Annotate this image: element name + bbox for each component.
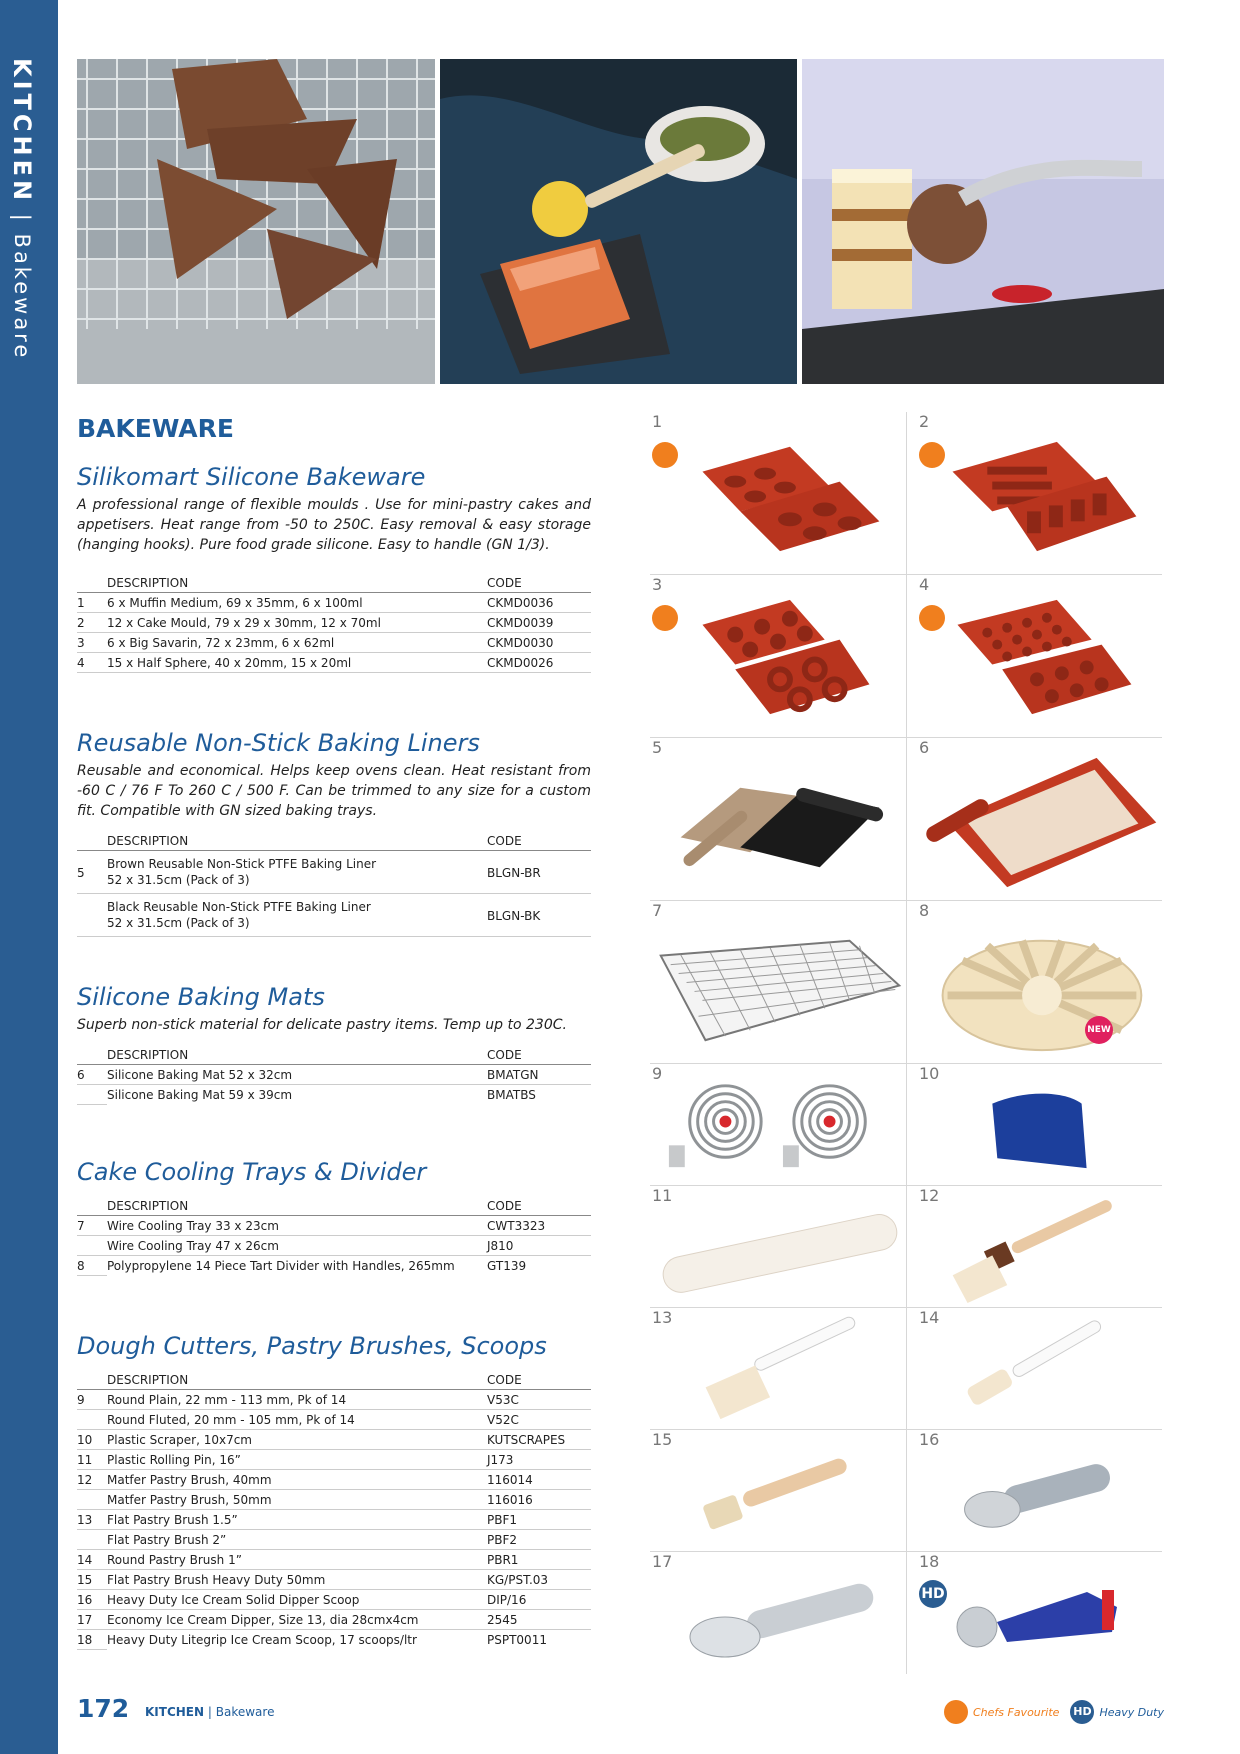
row-code: 116016 [487, 1490, 591, 1510]
table-row [77, 1630, 591, 1650]
heavy-duty-pastry-brush-icon [650, 1430, 906, 1551]
legend-heavy-duty: Heavy Duty [1099, 1705, 1164, 1719]
silicone-muffin-mould-icon [650, 412, 906, 574]
product-number: 7 [652, 901, 663, 920]
header-code: CODE [487, 1196, 591, 1216]
product-tile [650, 1430, 906, 1552]
row-code: BMATBS [487, 1088, 536, 1102]
row-description: Round Fluted, 20 mm - 105 mm, Pk of 14 [107, 1410, 487, 1430]
plastic-scraper-icon [907, 1064, 1163, 1185]
row-description: Round Pastry Brush 1” [107, 1550, 487, 1570]
table-row [77, 1065, 591, 1085]
product-number: 4 [919, 575, 930, 594]
product-tile [650, 575, 906, 738]
header-code: CODE [487, 573, 591, 593]
row-number [77, 1085, 107, 1105]
sidebar-subsection: Bakeware [10, 233, 34, 361]
section-title: Dough Cutters, Pastry Brushes, Scoops [77, 1332, 547, 1360]
row-description: 12 x Cake Mould, 79 x 29 x 30mm, 12 x 70ml [107, 613, 487, 633]
row-description [107, 851, 487, 894]
row-number [77, 1530, 107, 1550]
row-description: Silicone Baking Mat 52 x 32cm [107, 1065, 487, 1085]
product-number: 8 [919, 901, 930, 920]
table-row [77, 593, 591, 613]
row-description: Matfer Pastry Brush, 40mm [107, 1470, 487, 1490]
table-row [77, 1530, 591, 1550]
table-row [77, 633, 591, 653]
product-tile [906, 901, 1162, 1064]
row-code: PBF1 [487, 1510, 591, 1530]
row-code: V53C [487, 1390, 591, 1410]
row-code: 116014 [487, 1470, 591, 1490]
row-code: CKMD0030 [487, 633, 591, 653]
product-number: 13 [652, 1308, 673, 1327]
row-number: 2 [77, 613, 107, 633]
row-description-line: 52 x 31.5cm (Pack of 3) [107, 916, 250, 930]
table-row [77, 1390, 591, 1410]
row-description [107, 894, 487, 937]
row-number [77, 894, 107, 937]
product-table [77, 831, 591, 937]
table-row [77, 1450, 591, 1470]
product-number: 10 [919, 1064, 940, 1083]
row-code: CKMD0039 [487, 613, 591, 633]
section-cooling [77, 1158, 591, 1276]
row-description: 6 x Big Savarin, 72 x 23mm, 6 x 62ml [107, 633, 487, 653]
row-code: CKMD0036 [487, 593, 591, 613]
row-number: 18 [77, 1630, 107, 1650]
silicone-cake-mould-icon [907, 412, 1163, 574]
row-number: 4 [77, 653, 107, 673]
flat-pastry-brush-icon [650, 1308, 906, 1429]
table-row [77, 613, 591, 633]
product-table [77, 573, 591, 673]
table-row [77, 1470, 591, 1490]
row-number [77, 1410, 107, 1430]
legend-chefs-favourite: Chefs Favourite [972, 1705, 1060, 1719]
header-description: DESCRIPTION [107, 573, 487, 593]
row-number: 15 [77, 1570, 107, 1590]
row-number: 16 [77, 1590, 107, 1610]
header-code: CODE [487, 1045, 591, 1065]
product-tile [650, 1064, 906, 1186]
table-row [77, 851, 591, 894]
row-code: DIP/16 [487, 1590, 591, 1610]
silicone-half-sphere-mould-icon [907, 575, 1163, 737]
product-table [77, 1045, 591, 1105]
product-tile [650, 1308, 906, 1430]
header-code: CODE [487, 831, 591, 851]
section-liners [77, 729, 591, 937]
table-row [77, 1590, 591, 1610]
row-code: PSPT0011 [487, 1633, 547, 1648]
row-description: Economy Ice Cream Dipper, Size 13, dia 28cmx4cm [107, 1610, 487, 1630]
product-tile [906, 738, 1162, 901]
header-description: DESCRIPTION [107, 1370, 487, 1390]
heavy-duty-icon: HD [1070, 1700, 1094, 1724]
table-row [77, 1510, 591, 1530]
product-number: 14 [919, 1308, 940, 1327]
row-description: Wire Cooling Tray 47 x 26cm [107, 1236, 487, 1256]
product-number: 15 [652, 1430, 673, 1449]
table-row [77, 1550, 591, 1570]
row-description: Flat Pastry Brush 1.5” [107, 1510, 487, 1530]
product-tile [650, 1186, 906, 1308]
row-number: 12 [77, 1470, 107, 1490]
section-title: Silicone Baking Mats [77, 983, 325, 1011]
photo-dessert [802, 59, 1164, 384]
product-number: 2 [919, 412, 930, 431]
product-number: 11 [652, 1186, 673, 1205]
row-number: 11 [77, 1450, 107, 1470]
row-description: Flat Pastry Brush 2” [107, 1530, 487, 1550]
rolling-pin-icon [650, 1186, 906, 1307]
row-description: 6 x Muffin Medium, 69 x 35mm, 6 x 100ml [107, 593, 487, 613]
row-number: 5 [77, 851, 107, 894]
product-tile [906, 1430, 1162, 1552]
row-description-line: Black Reusable Non-Stick PTFE Baking Liner [107, 900, 371, 914]
row-code: BLGN-BR [487, 851, 591, 894]
table-row [77, 1430, 591, 1450]
section-silikomart [77, 463, 591, 673]
row-code: CKMD0026 [487, 653, 591, 673]
row-code: BLGN-BK [487, 894, 591, 937]
section-title: Silikomart Silicone Bakeware [77, 463, 426, 491]
row-number: 14 [77, 1550, 107, 1570]
row-description: 15 x Half Sphere, 40 x 20mm, 15 x 20ml [107, 653, 487, 673]
row-description: Heavy Duty Litegrip Ice Cream Scoop, 17 scoops/ltr [107, 1633, 417, 1648]
product-number: 12 [919, 1186, 940, 1205]
product-tile [650, 412, 906, 575]
row-description: Flat Pastry Brush Heavy Duty 50mm [107, 1570, 487, 1590]
section-mats [77, 983, 591, 1105]
sidebar-label [8, 58, 36, 360]
product-number: 1 [652, 412, 663, 431]
header-code: CODE [487, 1370, 591, 1390]
silicone-baking-mat-icon [907, 738, 1163, 900]
row-code: V52C [487, 1410, 591, 1430]
pastry-brush-icon [907, 1186, 1163, 1307]
row-code: PBF2 [487, 1530, 591, 1550]
badge-legend [944, 1700, 1164, 1724]
row-number: 3 [77, 633, 107, 653]
page-number: 172 [77, 1694, 130, 1723]
table-row [77, 1410, 591, 1430]
row-code: KG/PST.03 [487, 1570, 591, 1590]
product-tile [906, 1186, 1162, 1308]
litegrip-scoop-icon [907, 1552, 1163, 1674]
round-cutter-set-icon [650, 1064, 906, 1185]
row-description: Polypropylene 14 Piece Tart Divider with Handles, 265mm [107, 1259, 455, 1274]
row-description: Plastic Rolling Pin, 16” [107, 1450, 487, 1470]
chefs-favourite-icon [944, 1700, 968, 1724]
product-tile [650, 901, 906, 1064]
table-row [77, 653, 591, 673]
wire-cooling-tray-icon [650, 901, 906, 1063]
header-description: DESCRIPTION [107, 1196, 487, 1216]
product-tile [906, 1552, 1162, 1674]
row-number: 8 [77, 1256, 107, 1276]
table-row [77, 1216, 591, 1236]
table-row [77, 1256, 591, 1276]
row-description: Heavy Duty Ice Cream Solid Dipper Scoop [107, 1590, 487, 1610]
table-row [77, 894, 591, 937]
row-description: Matfer Pastry Brush, 50mm [107, 1490, 487, 1510]
photo-brownies [77, 59, 435, 384]
tart-divider-icon [907, 901, 1163, 1063]
heavy-duty-badge: HD [919, 1580, 947, 1608]
table-header [77, 1196, 591, 1216]
row-number: 9 [77, 1390, 107, 1410]
table-row [77, 1570, 591, 1590]
footer-section: KITCHEN [145, 1705, 205, 1719]
row-description: Round Plain, 22 mm - 113 mm, Pk of 14 [107, 1390, 487, 1410]
row-description-line: 52 x 31.5cm (Pack of 3) [107, 873, 250, 887]
header-description: DESCRIPTION [107, 1045, 487, 1065]
section-dough [77, 1332, 591, 1650]
product-number: 5 [652, 738, 663, 757]
row-code: GT139 [487, 1259, 527, 1274]
row-code: PBR1 [487, 1550, 591, 1570]
section-description: A professional range of flexible moulds . Use for mini-pastry cakes and appetisers. Heat range from -50 to 250C. Easy removal & easy storage (hanging hooks). Pure food grade silicone. Easy to handle (GN 1/3). [77, 497, 591, 553]
row-number: 17 [77, 1610, 107, 1630]
row-code: KUTSCRAPES [487, 1430, 591, 1450]
product-tile [906, 412, 1162, 575]
row-number [77, 1236, 107, 1256]
table-header [77, 1045, 591, 1065]
product-number: 18 [919, 1552, 940, 1571]
product-number: 16 [919, 1430, 940, 1449]
section-title: Reusable Non-Stick Baking Liners [77, 729, 480, 757]
table-row [77, 1610, 591, 1630]
product-tile [906, 1308, 1162, 1430]
section-description: Reusable and economical. Helps keep ovens clean. Heat resistant from -60 C / 76 F To 260 C / 500 F. Can be trimmed to any size for a custom fit. Compatible with GN sized baking trays. [77, 763, 591, 819]
section-description: Superb non-stick material for delicate pastry items. Temp up to 230C. [77, 1017, 567, 1033]
dipper-scoop-icon [907, 1430, 1163, 1551]
row-code: CWT3323 [487, 1216, 591, 1236]
sidebar-separator: | [10, 213, 34, 224]
row-number: 10 [77, 1430, 107, 1450]
product-tile [650, 1552, 906, 1674]
row-description: Plastic Scraper, 10x7cm [107, 1430, 487, 1450]
row-description: Silicone Baking Mat 59 x 39cm [107, 1088, 293, 1102]
row-description-line: Brown Reusable Non-Stick PTFE Baking Liner [107, 857, 377, 871]
row-number: 1 [77, 593, 107, 613]
footer-separator: | [207, 1705, 212, 1719]
table-row [77, 1085, 591, 1105]
product-number: 9 [652, 1064, 663, 1083]
row-code: 2545 [487, 1610, 591, 1630]
ice-cream-dipper-icon [650, 1552, 906, 1674]
header-description: DESCRIPTION [107, 831, 487, 851]
table-header [77, 831, 591, 851]
product-number: 3 [652, 575, 663, 594]
product-table [77, 1196, 591, 1276]
product-tile [906, 1064, 1162, 1186]
round-pastry-brush-icon [907, 1308, 1163, 1429]
row-number [77, 1490, 107, 1510]
table-row [77, 1236, 591, 1256]
row-number: 6 [77, 1065, 107, 1085]
product-tile [906, 575, 1162, 738]
row-number: 13 [77, 1510, 107, 1530]
section-title: Cake Cooling Trays & Divider [77, 1158, 427, 1186]
product-number: 17 [652, 1552, 673, 1571]
baking-liner-rolls-icon [650, 738, 906, 900]
table-row [77, 1490, 591, 1510]
product-number: 6 [919, 738, 930, 757]
sidebar [0, 0, 58, 1754]
row-code: BMATGN [487, 1065, 591, 1085]
row-number: 7 [77, 1216, 107, 1236]
product-tile [650, 738, 906, 901]
table-header [77, 573, 591, 593]
table-header [77, 1370, 591, 1390]
row-code: J810 [487, 1236, 591, 1256]
new-badge: NEW [1085, 1016, 1113, 1044]
row-description: Wire Cooling Tray 33 x 23cm [107, 1216, 487, 1236]
footer-subsection: Bakeware [215, 1705, 275, 1719]
footer-breadcrumb [145, 1705, 274, 1719]
photo-salmon [440, 59, 797, 384]
product-table [77, 1370, 591, 1650]
sidebar-section: KITCHEN [8, 58, 36, 205]
page-title: BAKEWARE [77, 414, 234, 443]
silicone-savarin-mould-icon [650, 575, 906, 737]
row-code: J173 [487, 1450, 591, 1470]
